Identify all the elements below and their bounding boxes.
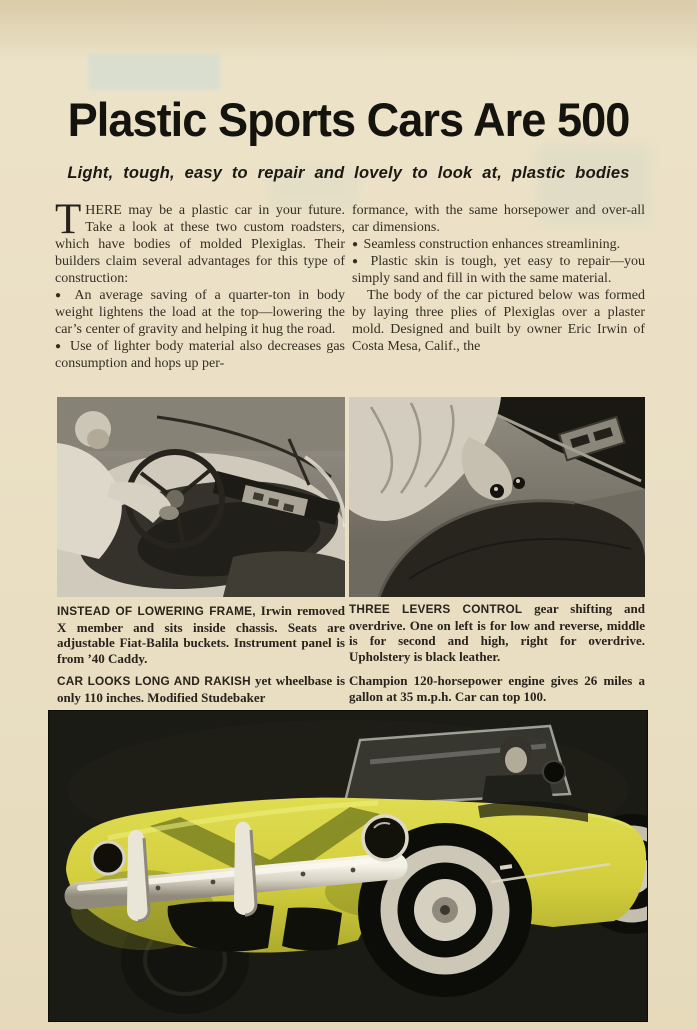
caption-text: yet wheelbase is only 110 inches. Modified Studebaker bbox=[57, 673, 345, 705]
bullet-glyph: ● bbox=[55, 290, 66, 301]
profile-caption bbox=[57, 673, 345, 705]
levers-photo-drawing bbox=[349, 397, 645, 597]
cockpit-caption bbox=[57, 603, 345, 666]
caption-lead: INSTEAD OF LOWERING FRAME, bbox=[57, 604, 256, 618]
bullet-item bbox=[352, 253, 645, 287]
bullet-text: Seamless construction enhances streamlining. bbox=[363, 237, 621, 252]
article-left-column bbox=[55, 196, 346, 372]
yellow-roadster-drawing bbox=[48, 710, 648, 1022]
page-subtitle: Light, tough, easy to repair and lovely to look at, plastic bodies bbox=[67, 164, 630, 182]
cockpit-photo bbox=[57, 397, 345, 597]
paragraph-text: formance, with the same horsepower and over-all car dimensions. bbox=[352, 203, 645, 235]
paragraph-text: The body of the car pictured below was formed by laying three plies of Plexiglas over a plaster mold. Designed and built by owner Eric Irwin of Costa Mesa, Calif., the bbox=[352, 288, 645, 354]
drop-cap: T bbox=[55, 196, 82, 243]
bullet-text: Plastic skin is tough, yet easy to repair—you simply sand and fill in with the same material. bbox=[352, 254, 645, 286]
caption-text: Irwin removed X member and sits inside chassis. Seats are adjustable Fiat-Balila buckets. Instrument panel is from ’40 Caddy. bbox=[57, 603, 346, 666]
article-right-column bbox=[352, 202, 645, 355]
bullet-item bbox=[352, 236, 645, 253]
bullet-text: An average saving of a quarter-ton in body weight lightens the load at the top—lowering the car’s center of gravity and helping it hug the road. bbox=[55, 288, 345, 337]
levers-photo bbox=[349, 397, 645, 597]
bullet-item bbox=[55, 287, 345, 338]
profile-caption-continued: Champion 120-horsepower engine gives 26 miles a gallon at 35 m.p.h. Car can top 100. bbox=[349, 673, 645, 704]
levers-caption bbox=[349, 601, 645, 664]
bullet-item bbox=[55, 338, 345, 372]
bullet-glyph: ● bbox=[352, 256, 362, 267]
caption-text: gear shifting and overdrive. One on left is for low and reverse, middle is for second and high, right for overdrive. Upholstery is black leather. bbox=[349, 601, 645, 664]
caption-lead: CAR LOOKS LONG AND RAKISH bbox=[57, 674, 251, 688]
bullet-glyph: ● bbox=[55, 341, 63, 352]
cockpit-photo-drawing bbox=[57, 397, 345, 597]
paragraph-intro bbox=[55, 196, 345, 287]
print-showthrough bbox=[88, 54, 220, 90]
caption-lead: THREE LEVERS CONTROL bbox=[349, 602, 523, 616]
paragraph-text: HERE may be a plastic car in your future. Take a look at these two custom roadsters, which have bodies of molded Plexiglas. Their builders claim several advantages for this type of construction: bbox=[55, 203, 345, 286]
page-title: Plastic Sports Cars Are 500 bbox=[67, 93, 630, 146]
yellow-roadster-photo bbox=[48, 710, 648, 1022]
bullet-text: Use of lighter body material also decreases gas consumption and hops up per- bbox=[55, 339, 346, 371]
bullet-glyph: ● bbox=[352, 239, 359, 250]
